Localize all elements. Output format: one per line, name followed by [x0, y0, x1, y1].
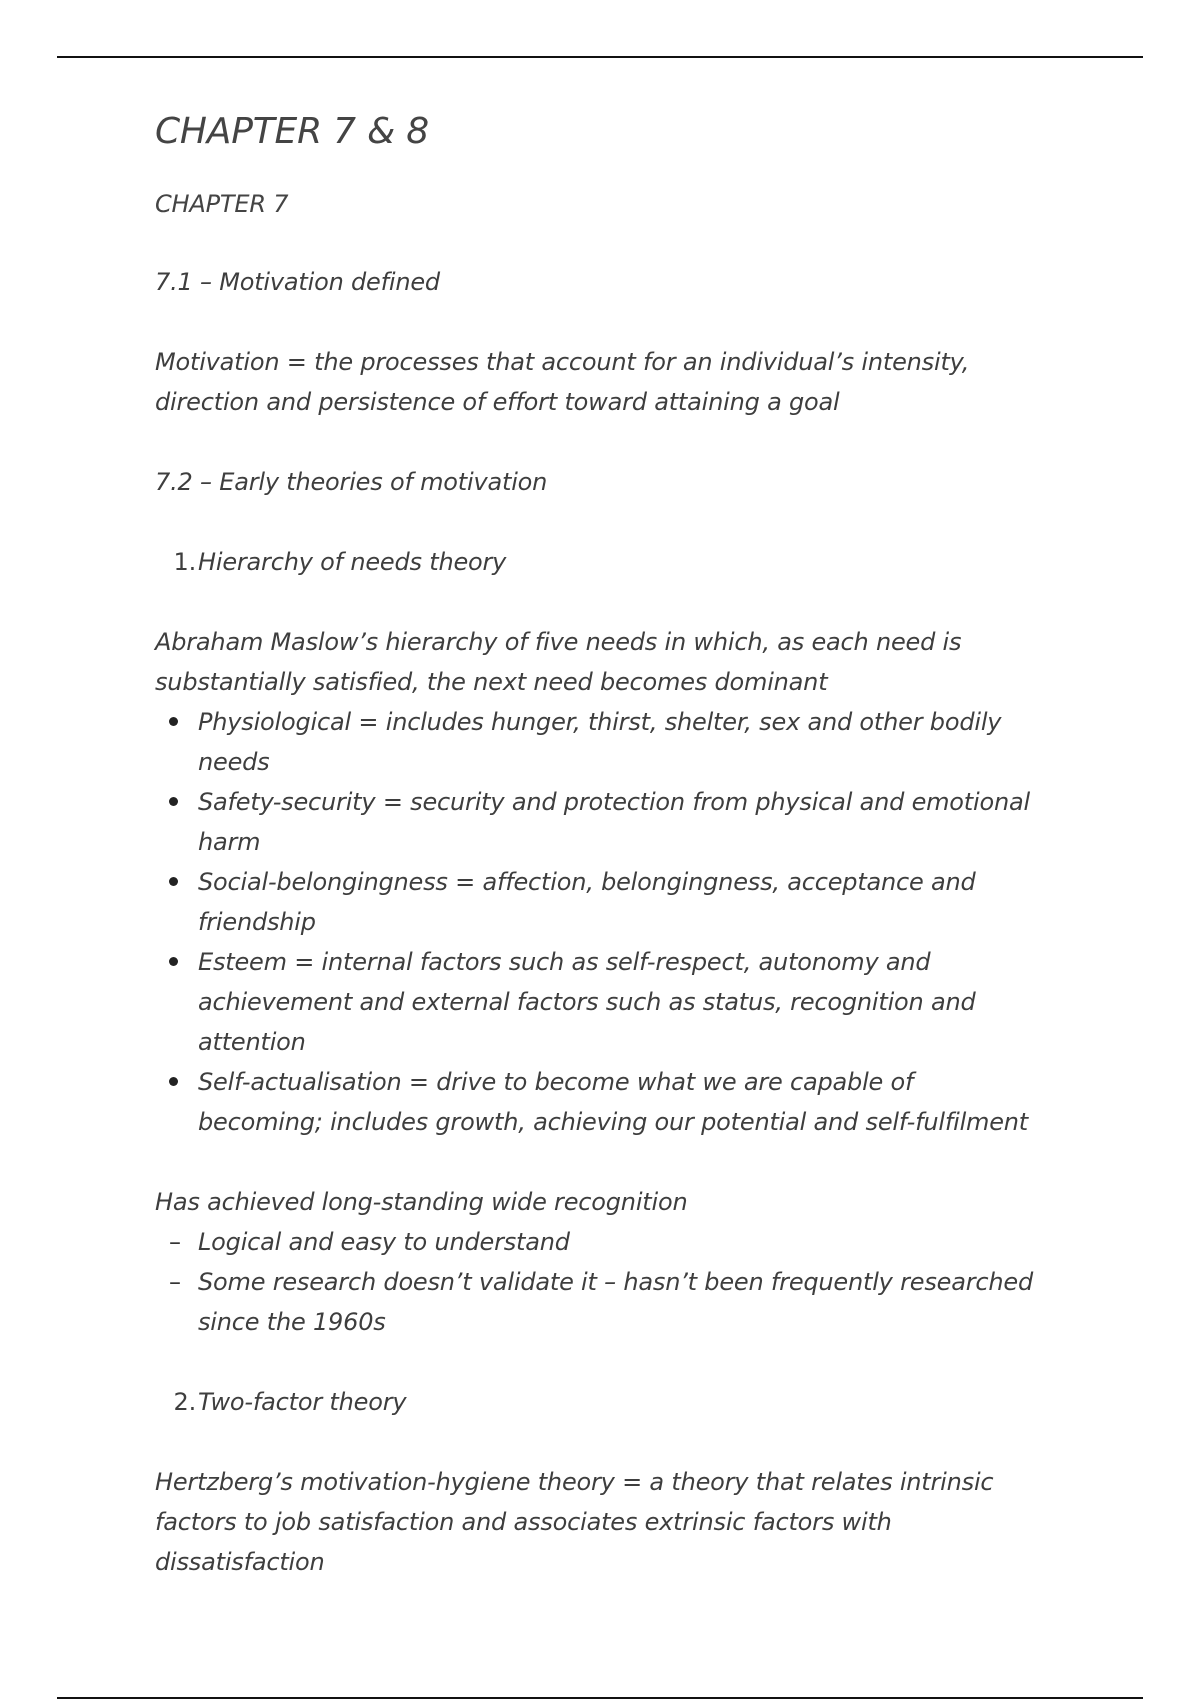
- evaluation-point: Some research doesn’t validate it – hasn’t been frequently researched since the 1960s: [198, 1268, 1034, 1336]
- theory-1-number: 1.: [173, 548, 196, 576]
- evaluation-intro: Has achieved long-standing wide recognition: [155, 1188, 688, 1216]
- need-social: Social-belongingness = affection, belongingness, acceptance and friendship: [198, 868, 976, 936]
- list-item: [155, 862, 1035, 942]
- evaluation-point: Logical and easy to understand: [198, 1228, 570, 1256]
- bullet-icon: [169, 877, 178, 886]
- theory-2-heading: [155, 1382, 1035, 1422]
- motivation-definition: Motivation = the processes that account for an individual’s intensity, direction and persistence of effort toward attaining a goal: [155, 348, 970, 416]
- theory-2-name: Two-factor theory: [198, 1388, 407, 1416]
- hertzberg-definition: Hertzberg’s motivation-hygiene theory = a theory that relates intrinsic factors to job satisfaction and associates extrinsic factors with dissatisfaction: [155, 1468, 994, 1576]
- need-esteem: Esteem = internal factors such as self-respect, autonomy and achievement and external factors such as status, recognition and attention: [198, 948, 976, 1056]
- list-item: [155, 942, 1035, 1062]
- top-rule: [57, 56, 1143, 58]
- document-body: [155, 108, 1035, 1622]
- list-item: [155, 702, 1035, 782]
- need-self-actualisation: Self-actualisation = drive to become what we are capable of becoming; includes growth, achieving our potential and self-fulfilment: [198, 1068, 1029, 1136]
- need-safety: Safety-security = security and protection from physical and emotional harm: [198, 788, 1030, 856]
- theory-2-number: 2.: [173, 1388, 196, 1416]
- list-item: [155, 782, 1035, 862]
- list-item: [155, 1262, 1035, 1342]
- bullet-icon: [169, 797, 178, 806]
- maslow-intro: Abraham Maslow’s hierarchy of five needs in which, as each need is substantially satisfied, the next need becomes dominant: [155, 628, 962, 696]
- bullet-icon: [169, 1077, 178, 1086]
- bullet-icon: [169, 717, 178, 726]
- theory-1-heading: [155, 542, 1035, 582]
- need-physiological: Physiological = includes hunger, thirst, shelter, sex and other bodily needs: [198, 708, 1002, 776]
- section-7-2-heading: 7.2 – Early theories of motivation: [155, 468, 548, 496]
- evaluation-list: [155, 1222, 1035, 1342]
- list-item: [155, 1062, 1035, 1142]
- list-item: [155, 1222, 1035, 1262]
- bullet-icon: [169, 957, 178, 966]
- theory-1-name: Hierarchy of needs theory: [198, 548, 507, 576]
- dash-icon: –: [169, 1228, 181, 1256]
- section-7-1-heading: 7.1 – Motivation defined: [155, 268, 440, 296]
- needs-list: [155, 702, 1035, 1142]
- chapter-heading: CHAPTER 7: [155, 190, 289, 218]
- dash-icon: –: [169, 1268, 181, 1296]
- bottom-rule: [57, 1697, 1143, 1699]
- document-title: CHAPTER 7 & 8: [155, 111, 429, 152]
